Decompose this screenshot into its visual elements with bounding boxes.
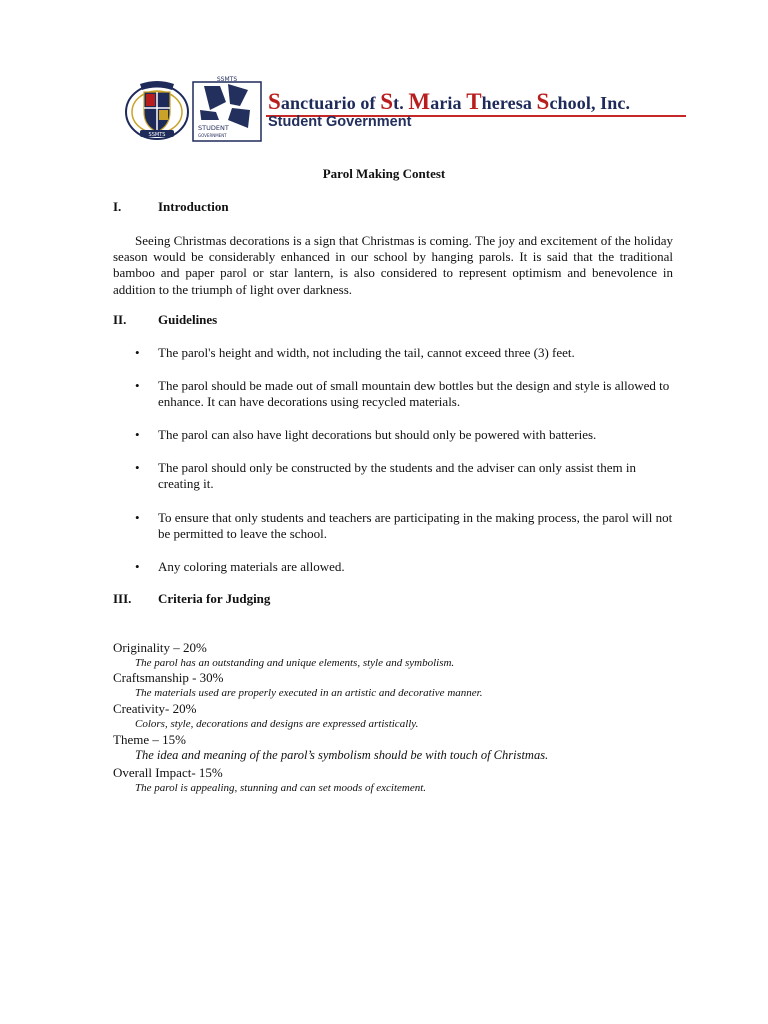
guideline-item: Any coloring materials are allowed.: [158, 559, 345, 574]
criterion-description: Colors, style, decorations and designs are expressed artistically.: [135, 718, 419, 730]
section-number: II.: [113, 312, 127, 327]
school-name-initial: S: [268, 89, 281, 114]
section-heading-guidelines: Guidelines: [158, 312, 218, 327]
guideline-item: The parol can also have light decorations but should only be powered with batteries.: [158, 427, 597, 442]
student-government-logo: [192, 76, 262, 142]
bullet-icon: •: [135, 559, 140, 574]
criterion-description: The parol has an outstanding and unique elements, style and symbolism.: [135, 657, 455, 669]
school-name-initial: S: [380, 89, 394, 114]
school-seal-icon: [124, 78, 190, 140]
criterion-description: The materials used are properly executed in an artistic and decorative manner.: [135, 687, 483, 699]
school-name-text: anctuario of: [280, 93, 381, 113]
criterion-description: The idea and meaning of the parol’s symbolism should be with touch of Christmas.: [135, 748, 549, 762]
document-title: Parol Making Contest: [322, 166, 446, 181]
guideline-item: The parol should only be constructed by the students and the adviser can only assist them in creating it.: [158, 460, 637, 491]
guideline-item: The parol should be made out of small mountain dew bottles but the design and style is allowed to enhance. It can have decorations using recycled materials.: [158, 378, 670, 409]
criterion-label: Originality – 20%: [113, 640, 207, 655]
school-name: [268, 89, 630, 115]
criterion-label: Overall Impact- 15%: [113, 765, 223, 780]
bullet-icon: •: [135, 427, 140, 442]
criterion-label: Craftsmanship - 30%: [113, 670, 224, 685]
criterion-label: Creativity- 20%: [113, 701, 197, 716]
bullet-icon: •: [135, 378, 140, 393]
school-name-initial: T: [466, 89, 482, 114]
school-name-initial: M: [408, 89, 431, 114]
section-heading-introduction: Introduction: [158, 199, 229, 214]
school-name-text: heresa: [481, 93, 537, 113]
section-heading-criteria: Criteria for Judging: [158, 591, 271, 606]
school-name-text: aria: [430, 93, 467, 113]
section-number: I.: [113, 199, 122, 214]
logo-line1: STUDENT: [198, 124, 229, 132]
school-name-text: chool, Inc.: [549, 93, 631, 113]
section-number: III.: [113, 591, 132, 606]
seal-text: SSMTS: [148, 132, 166, 138]
bullet-icon: •: [135, 345, 140, 360]
logo-top-text: SSMTS: [216, 76, 238, 83]
criterion-label: Theme – 15%: [113, 732, 186, 747]
header-subtitle: Student Government: [268, 114, 412, 130]
guideline-item: The parol's height and width, not including the tail, cannot exceed three (3) feet.: [158, 345, 575, 360]
school-name-text: t.: [393, 93, 409, 113]
introduction-text: Seeing Christmas decorations is a sign that Christmas is coming. The joy and excitement of the holiday season would be considerably enhanced in our school by hanging parols. It is said that the traditional bamboo and paper parol or star lantern, is also considered to represent optimism and benevolence in addition to the triumph of light over darkness.: [113, 233, 673, 297]
logo-line2: GOVERNMENT: [198, 133, 227, 138]
school-name-initial: S: [536, 89, 550, 114]
bullet-icon: •: [135, 510, 140, 525]
introduction-paragraph: [113, 233, 673, 298]
guideline-item: To ensure that only students and teachers are participating in the making process, the parol will not be permitted to leave the school.: [158, 510, 673, 541]
bullet-icon: •: [135, 460, 140, 475]
criterion-description: The parol is appealing, stunning and can set moods of excitement.: [135, 782, 427, 794]
